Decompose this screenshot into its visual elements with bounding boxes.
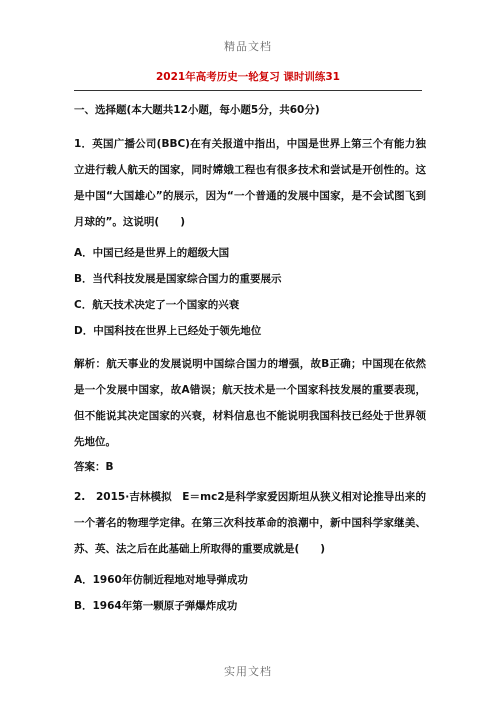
question-1-stem: 1．英国广播公司(BBC)在有关报道中指出，中国是世界上第三个有能力独立进行载人航天的国家，同时嫦娥工程也有很多技术和尝试是开创性的。这是中国“大国雄心”的展示，因为“一个普通的发展中国家，是不会试图飞到月球的”。这说明( ) — [74, 138, 426, 228]
section-heading: 一、选择题(本大题共12小题，每小题5分，共60分) — [74, 104, 320, 116]
footer-watermark: 实用文档 — [224, 665, 272, 678]
question-1-option-a: A．中国已经是世界上的超级大国 — [74, 247, 230, 259]
question-2-stem: 2. 2015·吉林模拟 E＝mc2是科学家爱因斯坦从狭义相对论推导出来的一个著名的物理学定律。在第三次科技革命的浪潮中，新中国科学家继美、苏、英、法之后在此基础上所取得的重要成就是( ) — [74, 491, 426, 555]
question-2-option-b: B．1964年第一颗原子弹爆炸成功 — [74, 600, 238, 612]
question-1-option-b: B．当代科技发展是国家综合国力的重要展示 — [74, 273, 282, 285]
question-1-answer: 答案：B — [74, 461, 114, 473]
question-1-option-c: C．航天技术决定了一个国家的兴衰 — [74, 299, 240, 311]
document-body — [74, 96, 426, 626]
document-title: 2021年高考历史一轮复习 课时训练31 — [74, 69, 422, 91]
question-2-option-a: A．1960年仿制近程地对地导弹成功 — [74, 574, 248, 586]
question-1-option-d: D．中国科技在世界上已经处于领先地位 — [74, 325, 262, 337]
header-watermark: 精品文档 — [224, 40, 272, 53]
question-1-analysis: 解析：航天事业的发展说明中国综合国力的增强，故B正确；中国现在依然是一个发展中国家，故A错误；航天技术是一个国家科技发展的重要表现，但不能说其决定国家的兴衰，材料信息也不能说明我国科技已经处于世界领先地位。 — [74, 358, 426, 448]
